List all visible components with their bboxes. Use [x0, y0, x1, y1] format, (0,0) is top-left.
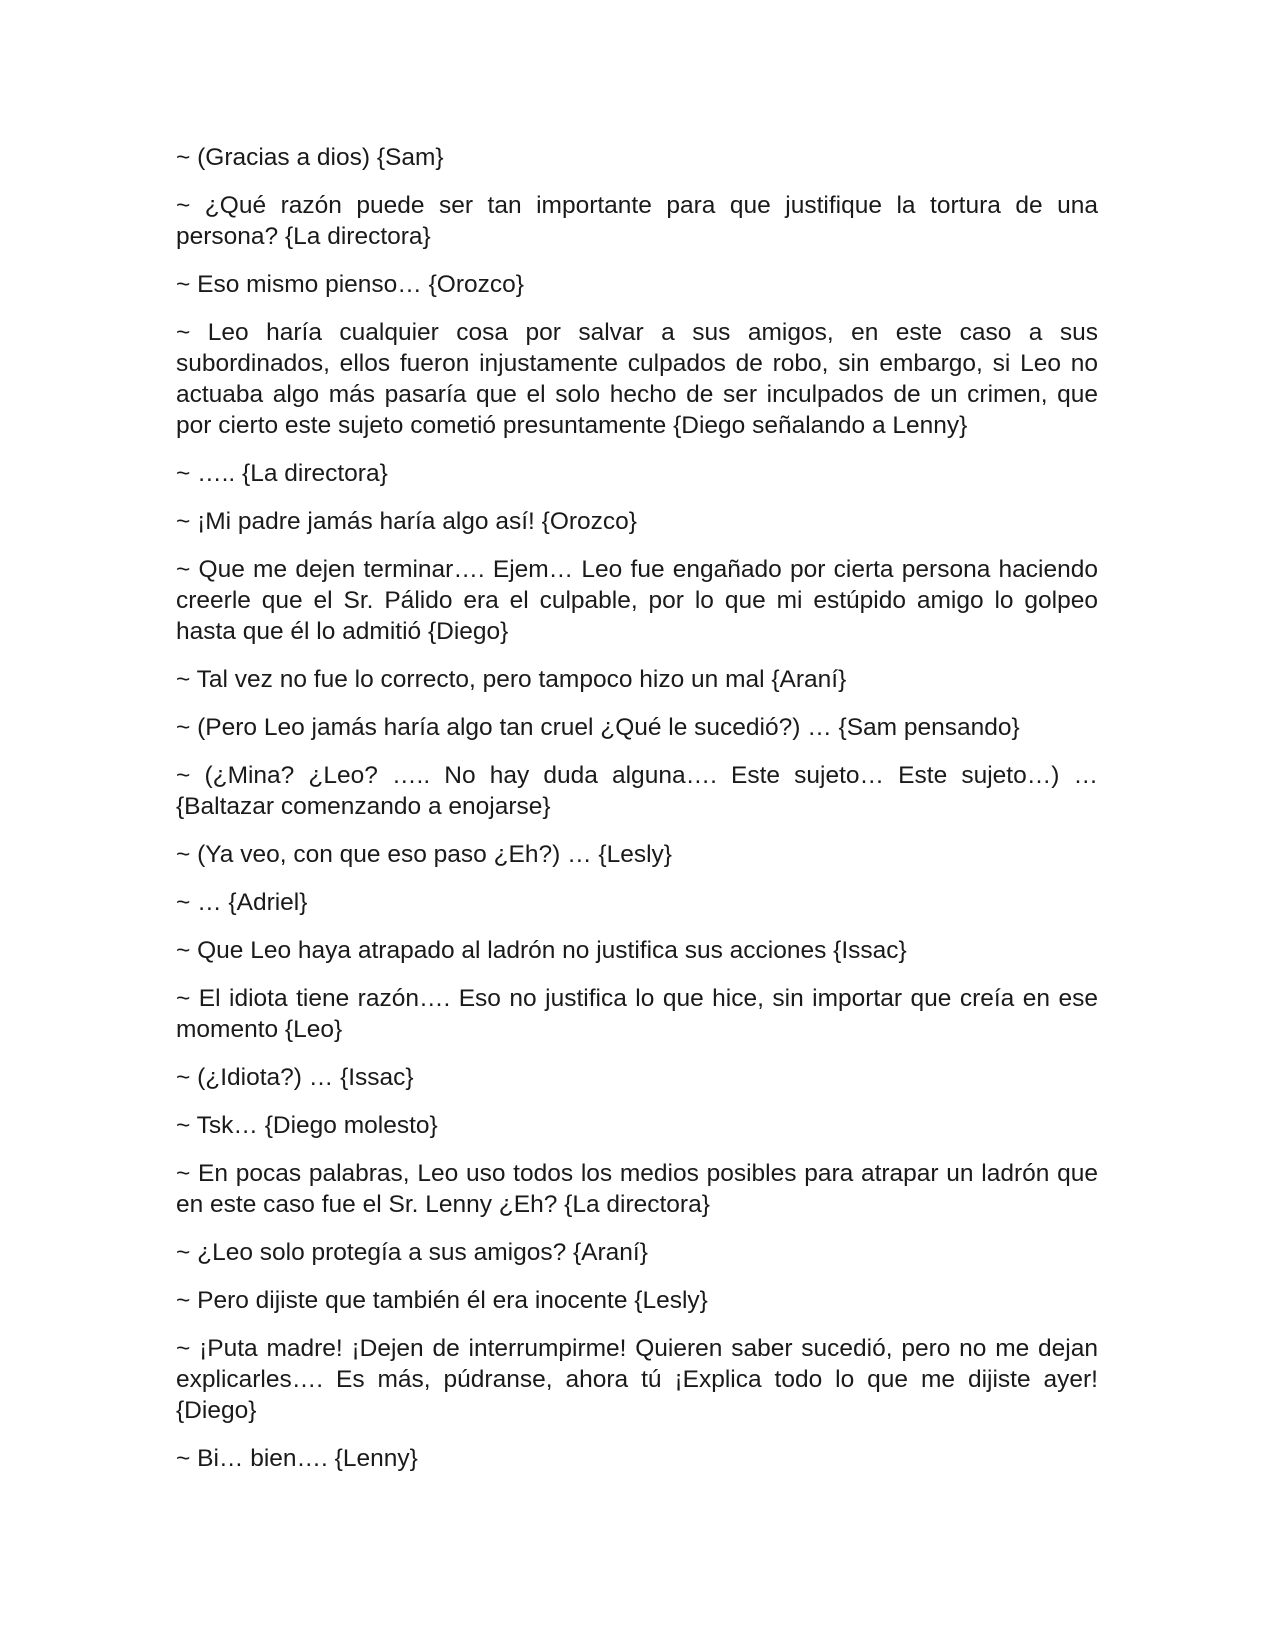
paragraph: ~ (Gracias a dios) {Sam} — [176, 144, 444, 171]
paragraph: ~ ¿Leo solo protegía a sus amigos? {Araní} — [176, 1239, 648, 1266]
paragraph: ~ (Pero Leo jamás haría algo tan cruel ¿Qué le sucedió?) … {Sam pensando} — [176, 714, 1020, 741]
paragraph: ~ ¡Puta madre! ¡Dejen de interrumpirme! Quieren saber sucedió, pero no me dejan explicarles…. Es más, púdranse, ahora tú ¡Explica todo lo que me dijiste ayer! {Diego} — [176, 1335, 1098, 1424]
paragraph: ~ ¡Mi padre jamás haría algo así! {Orozco} — [176, 508, 637, 535]
paragraph: ~ Eso mismo pienso… {Orozco} — [176, 271, 524, 298]
paragraph: ~ Tal vez no fue lo correcto, pero tampoco hizo un mal {Araní} — [176, 666, 847, 693]
paragraph: ~ (¿Idiota?) … {Issac} — [176, 1064, 414, 1091]
paragraph: ~ … {Adriel} — [176, 889, 308, 916]
paragraph: ~ (¿Mina? ¿Leo? ….. No hay duda alguna…. Este sujeto… Este sujeto…) … {Baltazar comenzando a enojarse} — [176, 762, 1098, 820]
paragraph: ~ Pero dijiste que también él era inocente {Lesly} — [176, 1287, 708, 1314]
paragraph: ~ El idiota tiene razón…. Eso no justifica lo que hice, sin importar que creía en ese momento {Leo} — [176, 985, 1098, 1043]
paragraph: ~ Leo haría cualquier cosa por salvar a sus amigos, en este caso a sus subordinados, ellos fueron injustamente culpados de robo, sin embargo, si Leo no actuaba algo más pasaría que el solo hecho de ser inculpados de un crimen, que por cierto este sujeto cometió presuntamente {Diego señalando a Lenny} — [176, 319, 1098, 439]
paragraph: ~ ….. {La directora} — [176, 460, 388, 487]
paragraph: ~ En pocas palabras, Leo uso todos los medios posibles para atrapar un ladrón que en este caso fue el Sr. Lenny ¿Eh? {La directora} — [176, 1160, 1098, 1218]
paragraph: ~ Tsk… {Diego molesto} — [176, 1112, 438, 1139]
paragraph: ~ ¿Qué razón puede ser tan importante para que justifique la tortura de una persona? {La directora} — [176, 192, 1098, 250]
paragraph: ~ Bi… bien…. {Lenny} — [176, 1445, 418, 1472]
paragraph: ~ (Ya veo, con que eso paso ¿Eh?) … {Lesly} — [176, 841, 672, 868]
paragraph: ~ Que me dejen terminar…. Ejem… Leo fue engañado por cierta persona haciendo creerle que el Sr. Pálido era el culpable, por lo que mi estúpido amigo lo golpeo hasta que él lo admitió {Diego} — [176, 556, 1098, 645]
dialogue-text — [176, 142, 1098, 1491]
paragraph: ~ Que Leo haya atrapado al ladrón no justifica sus acciones {Issac} — [176, 937, 907, 964]
